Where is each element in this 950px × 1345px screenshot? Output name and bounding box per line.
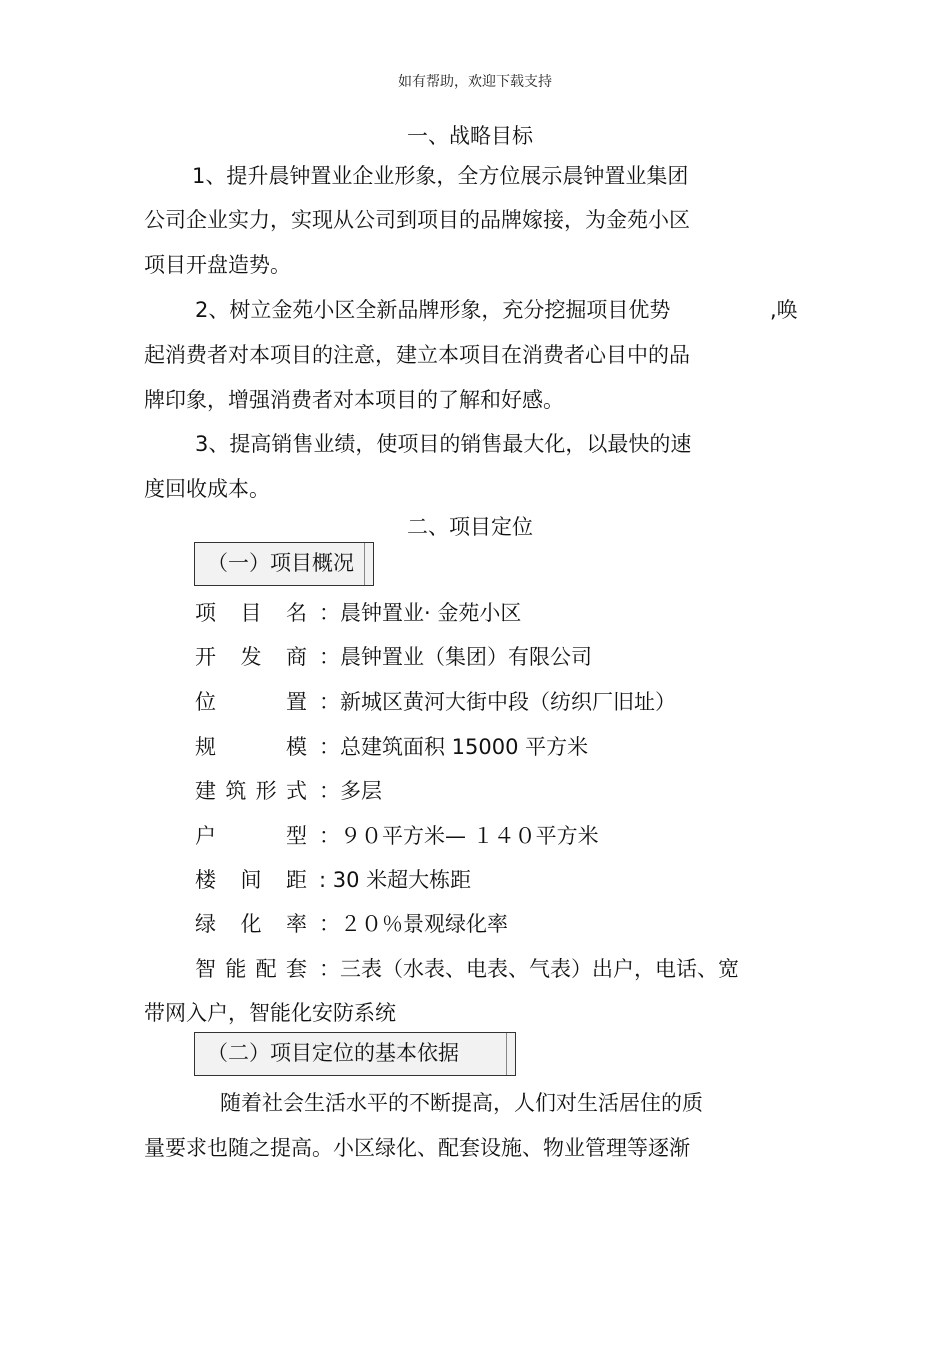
paragraph-line-tail: ,唤 <box>770 298 798 322</box>
info-label: 楼间距 <box>195 868 307 892</box>
info-value: : 30 米超大栋距 <box>319 868 472 892</box>
paragraph-line: 量要求也随之提高。小区绿化、配套设施、物业管理等逐渐 <box>144 1136 690 1160</box>
paragraph-line: 度回收成本。 <box>144 477 270 501</box>
info-label: 项目名 <box>195 601 307 625</box>
paragraph-line: 公司企业实力，实现从公司到项目的品牌嫁接，为金苑小区 <box>144 208 690 232</box>
paragraph-line: 牌印象，增强消费者对本项目的了解和好感。 <box>144 388 564 412</box>
info-value: ：２０％景观绿化率 <box>319 912 508 936</box>
info-row-unit-type <box>195 822 599 850</box>
info-value: ：新城区黄河大街中段（纺织厂旧址） <box>319 690 676 714</box>
paragraph-line: 随着社会生活水平的不断提高，人们对生活居住的质 <box>220 1091 703 1115</box>
paragraph-line: 2、树立金苑小区全新品牌形象，充分挖掘项目优势 <box>195 298 671 322</box>
info-row-green-rate <box>195 910 508 938</box>
info-label: 户型 <box>195 824 307 848</box>
info-label: 智能配套 <box>195 957 307 981</box>
info-row-smart-facilities <box>195 955 739 983</box>
info-label: 位置 <box>195 690 307 714</box>
header-note: 如有帮助，欢迎下载支持 <box>398 74 552 90</box>
info-row-building-form <box>195 777 382 805</box>
info-row-location <box>195 688 676 716</box>
info-value: ：多层 <box>319 779 382 803</box>
info-value: ：９０平方米— １４０平方米 <box>319 824 599 848</box>
info-value: ：三表（水表、电表、气表）出户，电话、宽 <box>319 957 739 981</box>
paragraph-line: 带网入户，智能化安防系统 <box>144 1001 396 1025</box>
info-row-scale <box>195 733 588 761</box>
subsection-box-basis: （二）项目定位的基本依据 <box>194 1032 516 1076</box>
paragraph-line: 项目开盘造势。 <box>144 253 291 277</box>
info-label: 规模 <box>195 735 307 759</box>
section-title-strategic-goals: 一、战略目标 <box>407 124 533 148</box>
info-row-project-name <box>195 599 521 627</box>
info-label: 绿化率 <box>195 912 307 936</box>
info-value: ：晨钟置业（集团）有限公司 <box>319 645 592 669</box>
info-row-building-spacing <box>195 866 471 894</box>
info-row-developer <box>195 643 592 671</box>
paragraph-line: 起消费者对本项目的注意，建立本项目在消费者心目中的品 <box>144 343 690 367</box>
section-title-project-positioning: 二、项目定位 <box>407 515 533 539</box>
info-value: ：晨钟置业· 金苑小区 <box>319 601 522 625</box>
info-label: 开发商 <box>195 645 307 669</box>
info-label: 建筑形式 <box>195 779 307 803</box>
paragraph-line: 1、提升晨钟置业企业形象，全方位展示晨钟置业集团 <box>192 164 689 188</box>
paragraph-line: 3、提高销售业绩，使项目的销售最大化，以最快的速 <box>195 432 692 456</box>
info-value: ：总建筑面积 15000 平方米 <box>319 735 589 759</box>
subsection-box-overview: （一）项目概况 <box>194 542 374 586</box>
